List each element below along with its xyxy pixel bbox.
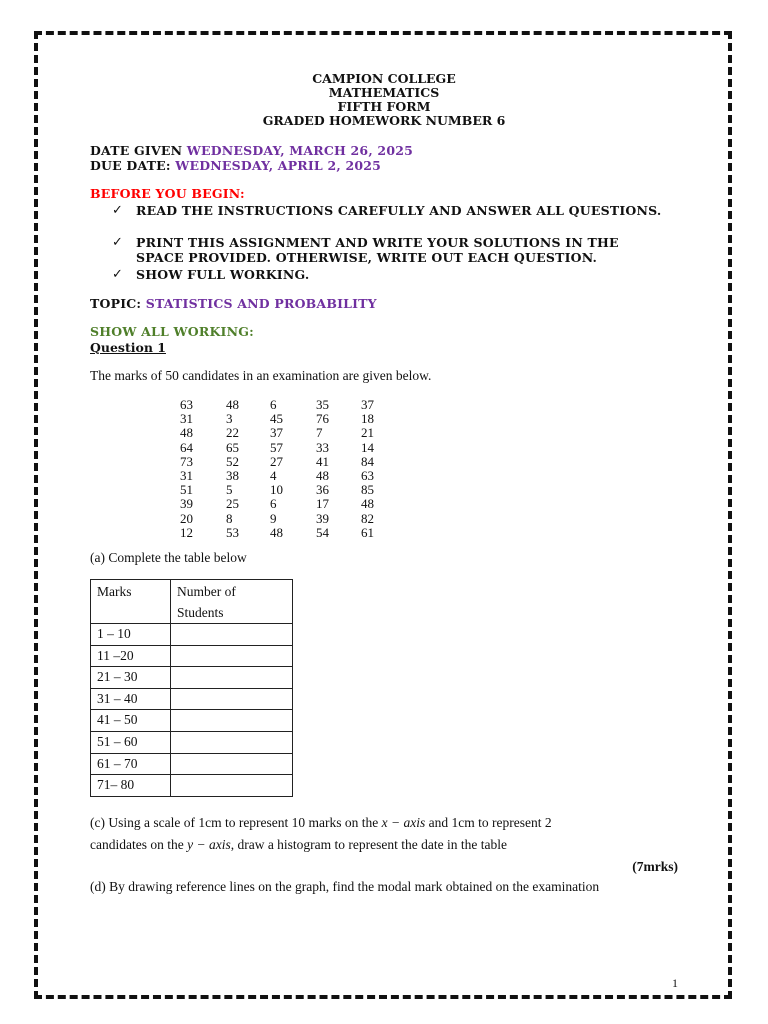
column-header-marks: Marks [91, 580, 171, 624]
check-icon: ✓ [112, 235, 124, 250]
mark-value: 37 [361, 397, 374, 412]
student-count-blank[interactable] [171, 710, 293, 732]
table-header-row [91, 580, 293, 624]
mark-value: 82 [361, 510, 374, 526]
class-interval: 21 – 30 [91, 667, 171, 689]
mark-value: 48 [316, 467, 329, 483]
part-c-text: candidates on the [90, 837, 188, 852]
class-interval: 41 – 50 [91, 710, 171, 732]
mark-value: 65 [226, 439, 239, 455]
mark-value: 45 [270, 411, 283, 427]
mark-value: 48 [226, 397, 239, 412]
mark-value: 39 [316, 510, 329, 526]
mark-value: 61 [361, 524, 374, 540]
part-c-text: , draw a histogram to represent the date in the table [230, 837, 507, 852]
question-title: Question 1 [90, 340, 166, 355]
topic-line [90, 296, 377, 311]
mark-value: 6 [270, 496, 277, 512]
mark-value: 21 [361, 425, 374, 441]
class-interval: 61 – 70 [91, 753, 171, 775]
before-you-begin-heading: BEFORE YOU BEGIN: [90, 186, 245, 201]
mark-value: 54 [316, 524, 329, 540]
mark-value: 48 [270, 524, 283, 540]
student-count-blank[interactable] [171, 624, 293, 646]
due-date-line [90, 158, 381, 173]
table-row [91, 753, 293, 775]
form-name: FIFTH FORM [337, 99, 431, 114]
class-interval: 71– 80 [91, 775, 171, 797]
table-row [91, 688, 293, 710]
student-count-blank[interactable] [171, 688, 293, 710]
column-header-students [171, 580, 293, 624]
mark-value: 8 [226, 510, 233, 526]
mark-value: 4 [270, 467, 277, 483]
student-count-blank[interactable] [171, 731, 293, 753]
mark-value: 33 [316, 439, 329, 455]
mark-value: 39 [180, 496, 193, 512]
mark-value: 5 [226, 482, 233, 498]
student-count-blank[interactable] [171, 645, 293, 667]
mark-value: 6 [270, 397, 277, 412]
part-a-prompt: (a) Complete the table below [90, 550, 247, 565]
mark-value: 76 [316, 411, 329, 427]
table-row [91, 645, 293, 667]
mark-value: 51 [180, 482, 193, 498]
table-row [91, 775, 293, 797]
topic-label: TOPIC: [90, 296, 142, 311]
table-row [91, 624, 293, 646]
mark-value: 36 [316, 482, 329, 498]
instruction-text: PRINT THIS ASSIGNMENT AND WRITE YOUR SOLUTIONS IN THE SPACE PROVIDED. OTHERWISE, WRITE OUT EACH QUESTION. [136, 235, 619, 265]
student-count-blank[interactable] [171, 753, 293, 775]
class-interval: 31 – 40 [91, 688, 171, 710]
subject-name: MATHEMATICS [328, 85, 440, 100]
mark-value: 37 [270, 425, 283, 441]
mark-value: 25 [226, 496, 239, 512]
y-axis-term: y − axis [187, 837, 231, 852]
mark-value: 48 [361, 496, 374, 512]
mark-value: 64 [180, 439, 193, 455]
class-interval: 51 – 60 [91, 731, 171, 753]
class-interval: 11 –20 [91, 645, 171, 667]
mark-value: 20 [180, 510, 193, 526]
mark-value: 7 [316, 425, 323, 441]
part-d-prompt: (d) By drawing reference lines on the graph, find the modal mark obtained on the examination [90, 879, 600, 894]
mark-value: 57 [270, 439, 283, 455]
mark-value: 35 [316, 397, 329, 412]
show-all-working-heading: SHOW ALL WORKING: [90, 324, 254, 339]
mark-value: 3 [226, 411, 233, 427]
page-number: 1 [672, 976, 678, 990]
date-given-label: DATE GIVEN [90, 143, 183, 158]
mark-value: 63 [361, 467, 374, 483]
mark-value: 31 [180, 467, 193, 483]
topic-value: STATISTICS AND PROBABILITY [145, 296, 377, 311]
mark-value: 14 [361, 439, 374, 455]
check-icon: ✓ [112, 267, 124, 282]
column-header-students-line2: Students [177, 605, 224, 620]
student-count-blank[interactable] [171, 667, 293, 689]
part-c-marks: (7mrks) [632, 859, 678, 874]
instruction-text: READ THE INSTRUCTIONS CAREFULLY AND ANSWER ALL QUESTIONS. [136, 203, 662, 218]
x-axis-term: x − axis [381, 815, 426, 830]
mark-value: 41 [316, 453, 329, 469]
mark-value: 63 [180, 397, 193, 412]
part-c-text: (c) Using a scale of 1cm to represent 10 marks on the [90, 815, 382, 830]
mark-value: 17 [316, 496, 329, 512]
mark-value: 12 [180, 524, 193, 540]
due-date-value: WEDNESDAY, APRIL 2, 2025 [175, 158, 382, 173]
mark-value: 38 [226, 467, 239, 483]
column-header-students-line1: Number of [177, 584, 236, 599]
page-dashed-border [34, 31, 732, 999]
date-given-value: WEDNESDAY, MARCH 26, 2025 [186, 143, 414, 158]
mark-value: 27 [270, 453, 283, 469]
student-count-blank[interactable] [171, 775, 293, 797]
table-row [91, 731, 293, 753]
date-given-line [90, 143, 413, 158]
mark-value: 10 [270, 482, 283, 498]
mark-value: 31 [180, 411, 193, 427]
part-c-text: and 1cm to represent 2 [425, 815, 552, 830]
school-name: CAMPION COLLEGE [312, 71, 456, 86]
mark-value: 48 [180, 425, 193, 441]
table-row [91, 667, 293, 689]
due-date-label: DUE DATE: [90, 158, 171, 173]
mark-value: 9 [270, 510, 277, 526]
mark-value: 85 [361, 482, 374, 498]
mark-value: 22 [226, 425, 239, 441]
assignment-title: GRADED HOMEWORK NUMBER 6 [262, 113, 506, 128]
mark-value: 84 [361, 453, 374, 469]
question-intro: The marks of 50 candidates in an examination are given below. [90, 368, 432, 383]
mark-value: 52 [226, 453, 239, 469]
part-c-line2 [90, 837, 507, 853]
mark-value: 18 [361, 411, 374, 427]
frequency-table [90, 579, 293, 797]
instruction-text: SHOW FULL WORKING. [136, 267, 310, 282]
document-header [0, 72, 768, 128]
mark-value: 53 [226, 524, 239, 540]
table-row [91, 710, 293, 732]
mark-value: 73 [180, 453, 193, 469]
check-icon: ✓ [112, 203, 124, 218]
class-interval: 1 – 10 [91, 624, 171, 646]
part-c-line1 [90, 815, 552, 831]
